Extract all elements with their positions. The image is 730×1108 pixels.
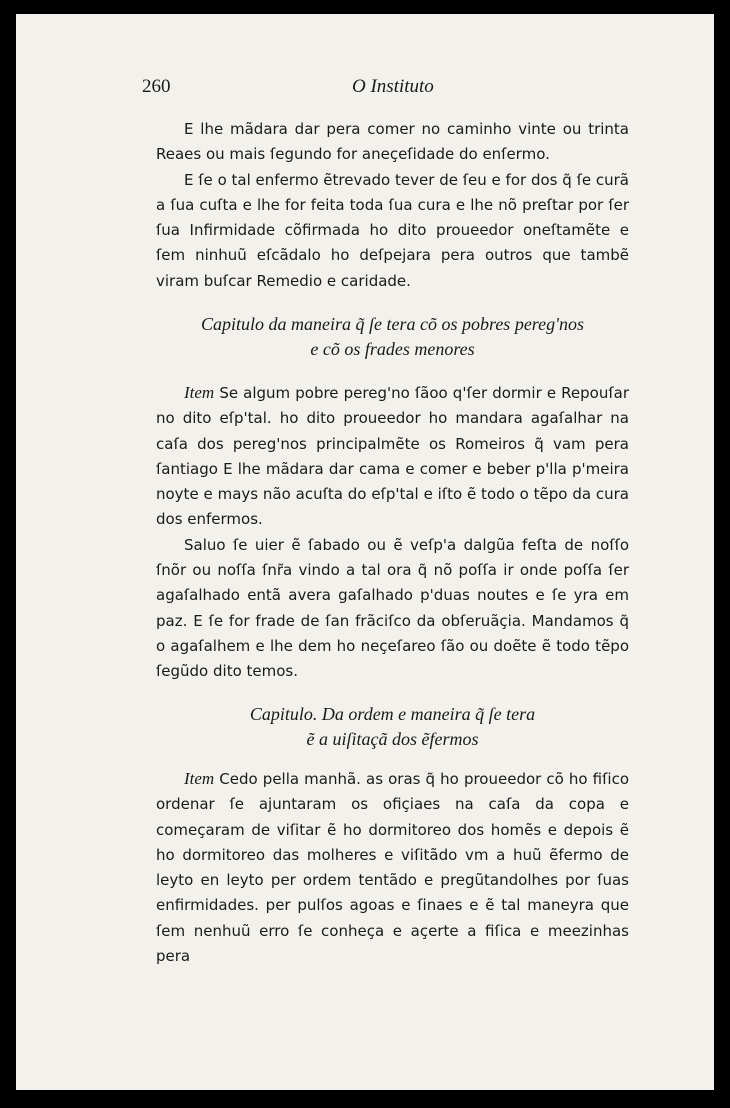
intro-text xyxy=(156,117,629,294)
item-lead: Item xyxy=(184,769,215,788)
chapter-heading-1-line2: e cõ os frades menores xyxy=(310,339,475,359)
page-number: 260 xyxy=(142,76,171,97)
chapter1-text xyxy=(156,380,629,685)
chapter2-paragraph-body: Cedo pella manhã. as oras q̃ ho proueedor cõ ho fiſico ordenar ſe ajuntaram os ofiçiaes na caſa da copa e começaram de viſitar ẽ ho dormitoreo dos homẽs e depois ẽ ho dormitoreo das molheres e viſitãdo vm a huũ ẽfermo de leyto en leyto per ordem tentãdo e pregũtandolhes por ſuas enfirmidades. per pulſos agoas e ſinaes e ẽ tal maneyra que ſem nenhuũ erro ſe conheça e açerte a fiſica e meezinhas pera xyxy=(156,770,629,966)
chapter2-text xyxy=(156,766,629,969)
chapter-heading-2 xyxy=(156,702,629,752)
chapter-heading-2-line2: ẽ a uiſitaçã dos ẽfermos xyxy=(306,729,479,749)
chapter2-paragraph xyxy=(156,766,629,969)
book-page xyxy=(16,14,714,1090)
intro-paragraph-1: E lhe mãdara dar pera comer no caminho vinte ou trinta Reaes ou mais ſegundo for aneçeſidade do enſermo. xyxy=(156,120,629,164)
chapter-heading-1 xyxy=(156,312,629,362)
item-lead: Item xyxy=(184,383,215,402)
intro-paragraph-2: E ſe o tal enfermo ẽtrevado tever de ſeu e for dos q̃ ſe curã a ſua cuſta e lhe for feita toda ſua cura e lhe nõ preſtar por ſer ſua Infirmidade cõfirmada ho dito proueedor oneſtamẽte e ſem ninhuũ eſcãdalo ho deſpejara pera outros que tambẽ viram buſcar Remedio e caridade. xyxy=(156,170,629,290)
chapter1-paragraph-1 xyxy=(156,380,629,533)
running-title: O Instituto xyxy=(352,76,434,97)
chapter-heading-1-line1: Capitulo da maneira q̃ ſe tera cõ os pobres pereg'nos xyxy=(201,314,584,334)
page-header xyxy=(142,76,482,106)
chapter-heading-2-line1: Capitulo. Da ordem e maneira q̃ ſe tera xyxy=(249,704,536,724)
chapter1-paragraph-1-body: Se algum pobre pereg'no ſãoo q'ſer dormir e Repouſar no dito eſp'tal. ho dito proueedor ho mandara agaſalhar na caſa dos pereg'nos principalmẽte os Romeiros q̃ vam pera ſantiago E lhe mãdara dar cama e comer e beber p'lla p'meira noyte e mays não acuſta do eſp'tal e iſto ẽ todo o tẽpo da cura dos enfermos. xyxy=(156,384,629,529)
chapter1-paragraph-2: Saluo ſe uier ẽ ſabado ou ẽ veſp'a dalgũa feſta de noſſo ſnõr ou noſſa ſnr̃a vindo a tal ora q̃ nõ poſſa ir onde poſſa ſer agaſalhado entã avera gaſalhado p'duas noutes e ſe yra em paz. E ſe for frade de ſan frãciſco da obſeruãçia. Mandamos q̃ o agaſalhem e lhe dem ho neçeſareo ſão ou doẽte ẽ todo tẽpo ſegũdo dito temos. xyxy=(156,535,629,681)
